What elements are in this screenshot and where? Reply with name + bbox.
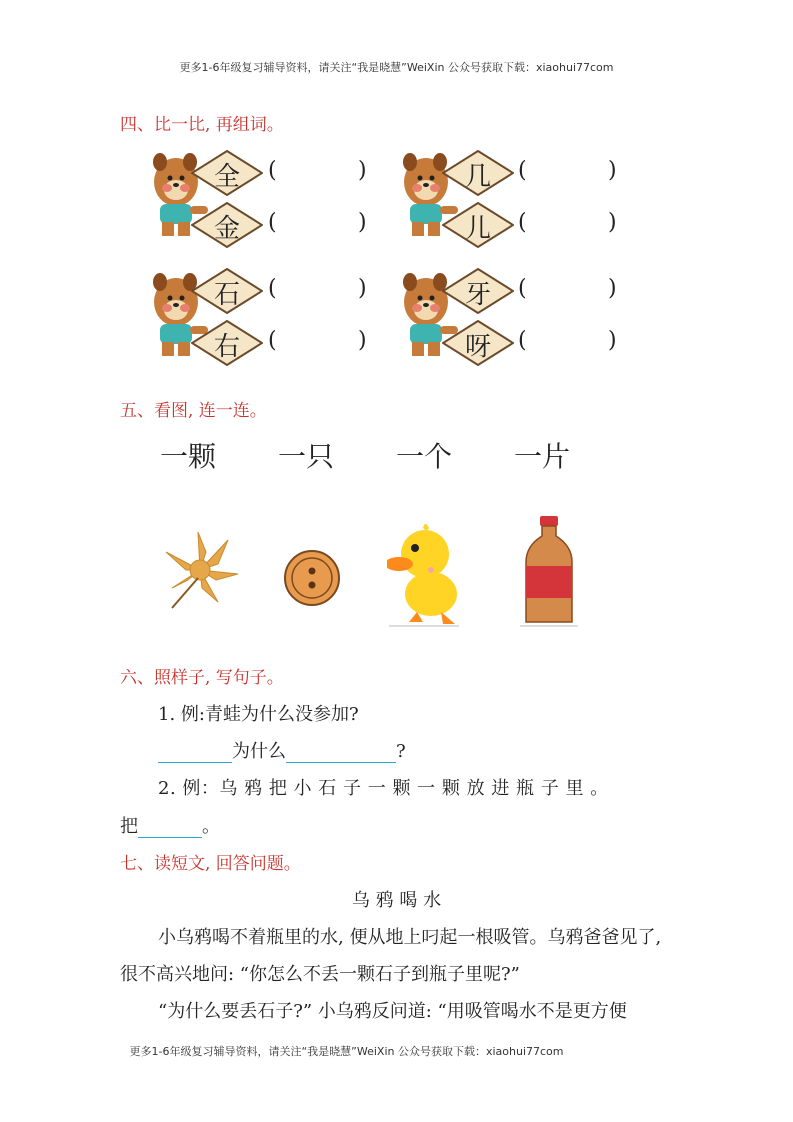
passage-line: “为什么要丢石子?” 小乌鸦反问道: “用吸管喝水不是更方便: [158, 1001, 627, 1022]
measure-word-zhi[interactable]: 一只: [278, 440, 335, 473]
measure-word-pian[interactable]: 一片: [514, 440, 571, 473]
button-picture[interactable]: [283, 549, 341, 607]
sentence-1-row: [158, 737, 406, 763]
close-paren: ): [608, 210, 617, 235]
char-you: 右: [213, 332, 240, 362]
sentence-2-start: 把: [120, 816, 138, 837]
open-paren: (: [268, 210, 277, 235]
close-paren: ): [608, 158, 617, 183]
open-paren: (: [268, 328, 277, 353]
section-4-title: 四、比一比, 再组词。: [120, 115, 284, 135]
close-paren: ): [358, 328, 367, 353]
char-shi: 石: [213, 280, 240, 310]
section-7-title: 七、读短文, 回答问题。: [120, 854, 301, 874]
close-paren: ): [358, 210, 367, 235]
sentence-2-row: [120, 812, 220, 838]
leaf-picture[interactable]: [158, 530, 240, 610]
char-er: 儿: [464, 214, 491, 244]
char-jin: 金: [213, 214, 240, 244]
sentence-1-mid: 为什么: [232, 741, 286, 762]
measure-word-ke[interactable]: 一颗: [160, 440, 217, 473]
open-paren: (: [518, 328, 527, 353]
blank-line[interactable]: [158, 744, 232, 763]
example-2: 2. 例：乌 鸦 把 小 石 子 一 颗 一 颗 放 进 瓶 子 里 。: [158, 778, 609, 799]
passage-line: 很不高兴地问: “你怎么不丢一颗石子到瓶子里呢?”: [120, 964, 520, 985]
close-paren: ): [358, 158, 367, 183]
char-ji: 几: [464, 162, 491, 192]
duckling-picture[interactable]: [387, 520, 461, 628]
page-header: 更多1-6年级复习辅导资料，请关注“我是晓慧”WeiXin 公众号获取下载：xiaohui77com: [179, 61, 614, 74]
bottle-picture[interactable]: [520, 514, 578, 628]
open-paren: (: [518, 210, 527, 235]
open-paren: (: [268, 158, 277, 183]
blank-line[interactable]: [138, 819, 202, 838]
close-paren: ): [608, 276, 617, 301]
page-footer: 更多1-6年级复习辅导资料，请关注“我是晓慧”WeiXin 公众号获取下载：xiaohui77com: [129, 1045, 564, 1058]
open-paren: (: [518, 276, 527, 301]
section-5-title: 五、看图, 连一连。: [120, 401, 267, 421]
open-paren: (: [518, 158, 527, 183]
char-quan: 全: [213, 162, 240, 192]
passage-line: 小乌鸦喝不着瓶里的水, 便从地上叼起一根吸管。乌鸦爸爸见了,: [158, 927, 662, 948]
open-paren: (: [268, 276, 277, 301]
close-paren: ): [358, 276, 367, 301]
example-1: 1. 例:青蛙为什么没参加?: [158, 704, 359, 725]
measure-word-ge[interactable]: 一个: [396, 440, 453, 473]
close-paren: ): [608, 328, 617, 353]
blank-line[interactable]: [286, 744, 396, 763]
passage-title: 乌 鸦 喝 水: [351, 890, 442, 911]
sentence-2-end: 。: [202, 816, 220, 837]
char-ya-mouth: 呀: [464, 332, 491, 362]
section-6-title: 六、照样子, 写句子。: [120, 668, 284, 688]
sentence-1-end: ?: [396, 741, 406, 762]
char-ya: 牙: [464, 280, 491, 310]
